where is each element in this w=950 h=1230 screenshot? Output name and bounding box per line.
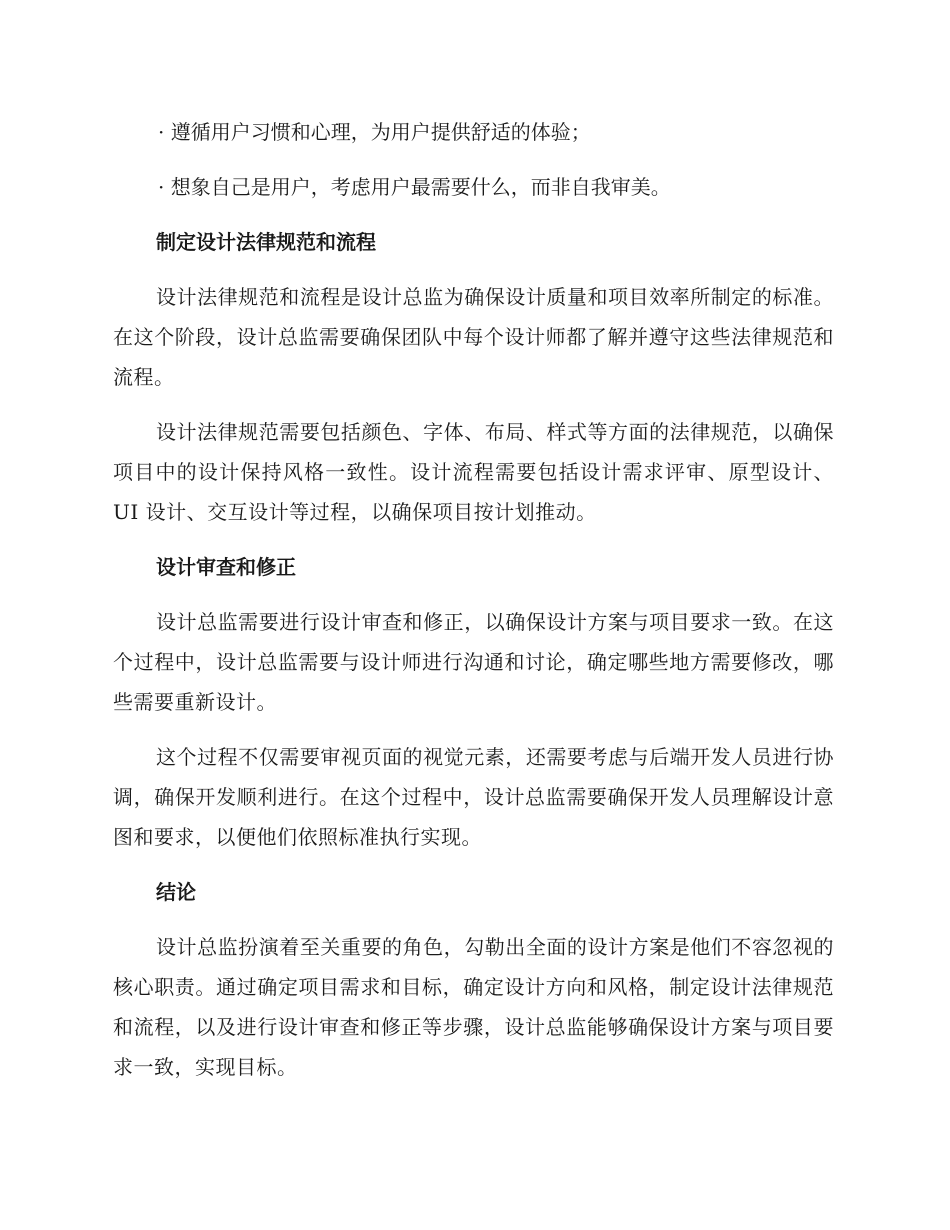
bullet-item: · 想象自己是用户，考虑用户最需要什么，而非自我审美。: [158, 175, 671, 199]
paragraph: 设计法律规范需要包括颜色、字体、布局、样式等方面的法律规范，以确保项目中的设计保持风格一致性。设计流程需要包括设计需求评审、原型设计、UI 设计、交互设计等过程，以确保项目按计划推动。: [113, 420, 834, 524]
paragraph: 设计总监扮演着至关重要的角色，勾勒出全面的设计方案是他们不容忽视的核心职责。通过确定项目需求和目标，确定设计方向和风格，制定设计法律规范和流程，以及进行设计审查和修正等步骤，设计总监能够确保设计方案与项目要求一致，实现目标。: [113, 935, 834, 1079]
section-heading: 制定设计法律规范和流程: [156, 230, 376, 254]
paragraph: 设计法律规范和流程是设计总监为确保设计质量和项目效率所制定的标准。在这个阶段，设计总监需要确保团队中每个设计师都了解并遵守这些法律规范和流程。: [113, 285, 834, 389]
section-heading: 结论: [156, 880, 196, 904]
section-heading: 设计审查和修正: [156, 555, 296, 579]
paragraph: 这个过程不仅需要审视页面的视觉元素，还需要考虑与后端开发人员进行协调，确保开发顺利进行。在这个过程中，设计总监需要确保开发人员理解设计意图和要求，以便他们依照标准执行实现。: [113, 745, 834, 849]
paragraph: 设计总监需要进行设计审查和修正，以确保设计方案与项目要求一致。在这个过程中，设计总监需要与设计师进行沟通和讨论，确定哪些地方需要修改，哪些需要重新设计。: [113, 610, 834, 714]
bullet-item: · 遵循用户习惯和心理，为用户提供舒适的体验；: [158, 120, 591, 144]
